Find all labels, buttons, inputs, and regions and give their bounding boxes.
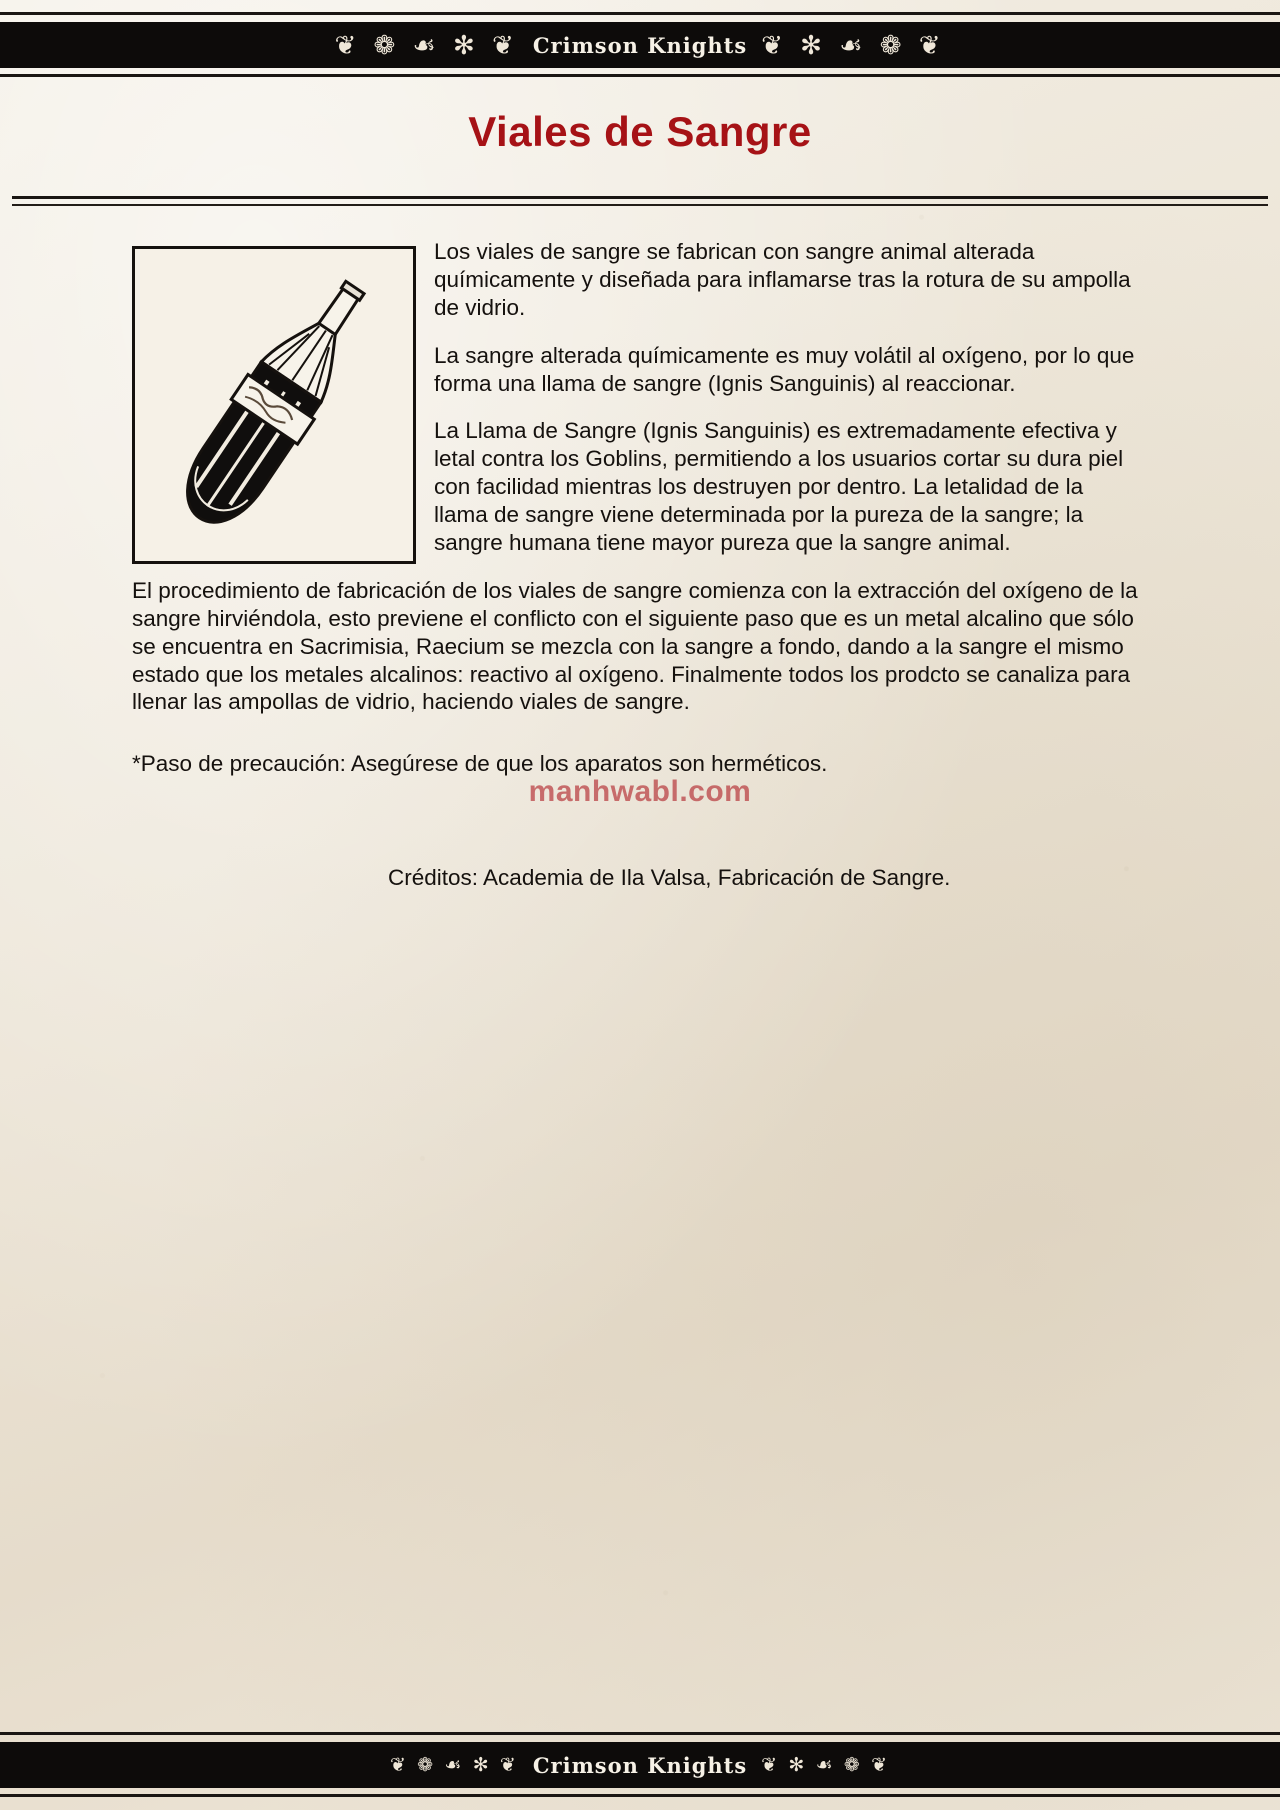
credits-line: Créditos: Academia de Ila Valsa, Fabricación de Sangre. [388,865,951,891]
flourish-right-icon: ❦ ✻ ☙ ❁ ❦ [761,30,946,60]
caution-note: *Paso de precaución: Asegúrese de que los aparatos son herméticos. [132,751,828,777]
header-banner [0,22,1280,68]
paragraph-4: El procedimiento de fabricación de los viales de sangre comienza con la extracción del oxígeno de la sangre hirviéndola, esto previene el conflicto con el siguiente paso que es un metal alcalino que sólo se encuentra en Sacrimisia, Raecium se mezcla con la sangre a fondo, dando a la sangre el mismo estado que los metales alcalinos: reactivo al oxígeno. Finalmente todos los prodcto se canaliza para llenar las ampollas de vidrio, haciendo viales de sangre. [132,577,1138,715]
document-body [132,238,1138,912]
flourish-left-icon: ❦ ❁ ☙ ✻ ❦ [334,30,519,60]
top-rule-inner [0,74,1280,77]
footer-banner [0,1742,1280,1788]
banner-title-top: Crimson Knights [532,32,748,58]
blood-vial-illustration [132,246,416,564]
title-divider-thin [12,204,1268,206]
page-title: Viales de Sangre [468,108,812,155]
site-watermark: manhwabl.com [528,775,752,808]
title-divider [12,196,1268,199]
paragraph-2: La sangre alterada químicamente es muy volátil al oxígeno, por lo que forma una llama de sangre (Ignis Sanguinis) al reaccionar. [434,342,1135,396]
paragraph-3: La Llama de Sangre (Ignis Sanguinis) es extremadamente efectiva y letal contra los Goblins, permitiendo a los usuarios cortar su dura piel con facilidad mientras los destruyen por dentro. La letalidad de la llama de sangre viene determinada por la pureza de la sangre; la sangre humana tiene mayor pureza que la sangre animal. [434,418,1124,556]
paragraph-1: Los viales de sangre se fabrican con sangre animal alterada químicamente y diseñada para inflamarse tras la rotura de su ampolla de vidrio. [434,239,1131,320]
banner-title-bottom: Crimson Knights [532,1752,748,1778]
bottom-rule-inner [0,1794,1280,1797]
flourish-right-footer-icon: ❦ ✻ ☙ ❁ ❦ [761,1754,890,1776]
bottom-rule-outer [0,1732,1280,1735]
top-rule-outer [0,12,1280,15]
flourish-left-footer-icon: ❦ ❁ ☙ ✻ ❦ [389,1754,519,1776]
